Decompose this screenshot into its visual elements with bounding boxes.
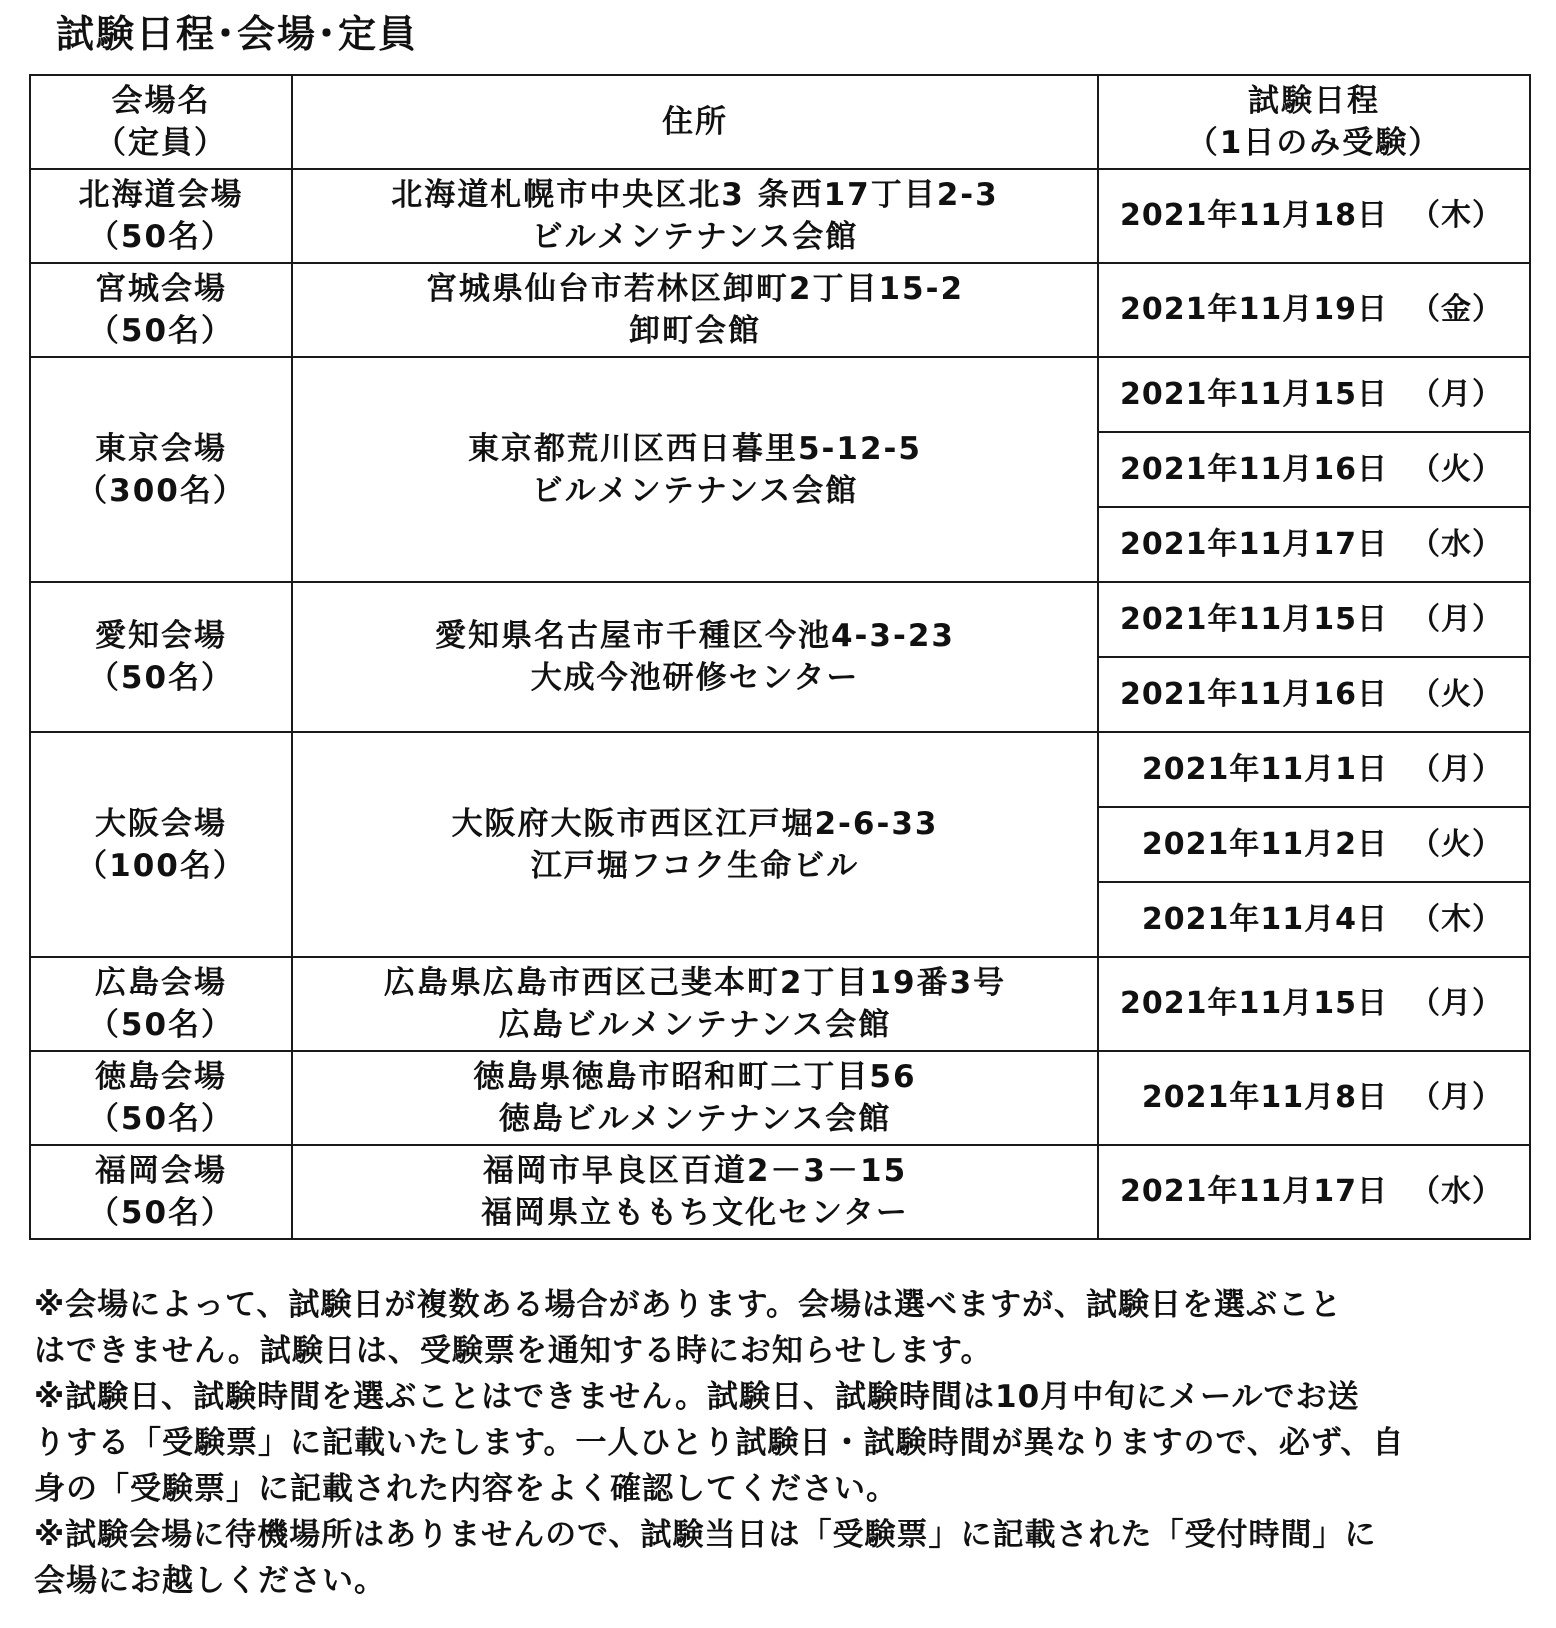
venue-cell	[30, 732, 292, 957]
date-cell	[1098, 169, 1530, 263]
venue-cell	[30, 357, 292, 582]
table-header-row	[30, 75, 1530, 169]
address-line: 東京都荒川区西日暮里5-12-5	[467, 430, 922, 467]
address-line: 徳島県徳島市昭和町二丁目56	[473, 1059, 917, 1095]
venue-capacity: （50名）	[87, 219, 235, 255]
note-item	[34, 1374, 1529, 1512]
header-capacity-label: （定員）	[95, 125, 227, 161]
note-line: りする「受験票」に記載いたします。一人ひとり試験日・試験時間が異なりますので、必ず、自	[34, 1425, 1405, 1461]
address-line: 愛知県名古屋市千種区今池4-3-23	[434, 618, 955, 654]
table-row	[30, 1051, 1530, 1145]
exam-date: 2021年11月17日	[1120, 1174, 1388, 1209]
venue-cell	[30, 1145, 292, 1239]
address-cell	[292, 582, 1098, 732]
venue-name: 福岡会場	[95, 1153, 227, 1189]
header-address: 住所	[292, 75, 1098, 169]
venue-capacity: （50名）	[87, 1195, 235, 1231]
note-line: ※試験会場に待機場所はありませんので、試験当日は「受験票」に記載された「受付時間」に	[34, 1517, 1377, 1553]
note-item	[34, 1282, 1529, 1374]
venue-name: 広島会場	[95, 965, 227, 1001]
exam-date: 2021年11月19日	[1120, 292, 1388, 327]
venue-capacity: （50名）	[87, 660, 235, 696]
venue-cell	[30, 582, 292, 732]
table-row	[30, 169, 1530, 263]
table-row	[30, 1145, 1530, 1239]
exam-weekday: （月）	[1410, 1080, 1503, 1115]
date-cell	[1098, 507, 1530, 582]
address-line: 徳島ビルメンテナンス会館	[498, 1101, 892, 1137]
exam-date: 2021年11月15日	[1120, 601, 1388, 637]
exam-weekday: （木）	[1410, 901, 1503, 937]
address-cell	[292, 732, 1098, 957]
address-line: 福岡市早良区百道2－3－15	[482, 1153, 908, 1189]
address-cell	[292, 263, 1098, 357]
exam-date: 2021年11月15日	[1120, 986, 1388, 1021]
date-cell	[1098, 263, 1530, 357]
page-title: 試験日程･会場･定員	[56, 12, 419, 56]
date-cell	[1098, 1051, 1530, 1145]
schedule-table	[29, 74, 1531, 1240]
address-cell	[292, 1145, 1098, 1239]
venue-capacity: （100名）	[76, 847, 246, 884]
address-cell	[292, 169, 1098, 263]
note-line: 会場にお越しください。	[34, 1563, 386, 1599]
notes-section	[34, 1282, 1529, 1604]
exam-date: 2021年11月15日	[1120, 376, 1388, 412]
address-line: 宮城県仙台市若林区卸町2丁目15-2	[425, 271, 965, 307]
exam-weekday: （月）	[1410, 986, 1503, 1021]
address-cell	[292, 357, 1098, 582]
exam-weekday: （水）	[1410, 526, 1503, 562]
date-cell	[1098, 357, 1530, 432]
address-line: ビルメンテナンス会館	[531, 219, 859, 255]
venue-cell	[30, 1051, 292, 1145]
address-line: 大阪府大阪市西区江戸堀2-6-33	[451, 805, 939, 842]
venue-capacity: （50名）	[87, 1007, 235, 1043]
exam-weekday: （火）	[1410, 826, 1503, 862]
header-venue-label: 会場名	[111, 83, 211, 119]
note-line: ※会場によって、試験日が複数ある場合があります。会場は選べますが、試験日を選ぶこと	[34, 1287, 1343, 1323]
venue-name: 宮城会場	[95, 271, 227, 307]
address-line: 広島ビルメンテナンス会館	[498, 1007, 892, 1043]
venue-name: 愛知会場	[95, 618, 227, 654]
note-line: 身の「受験票」に記載された内容をよく確認してください。	[34, 1471, 898, 1507]
date-cell	[1098, 1145, 1530, 1239]
address-cell	[292, 957, 1098, 1051]
date-cell	[1098, 882, 1530, 957]
table-row	[30, 357, 1530, 432]
date-cell	[1098, 657, 1530, 732]
venue-capacity: （50名）	[87, 1101, 235, 1137]
date-cell	[1098, 807, 1530, 882]
table-row	[30, 263, 1530, 357]
address-line: 福岡県立ももち文化センター	[481, 1195, 909, 1231]
header-venue	[30, 75, 292, 169]
address-line: 北海道札幌市中央区北3 条西17丁目2-3	[391, 177, 999, 213]
exam-date: 2021年11月4日	[1141, 901, 1388, 937]
venue-name: 大阪会場	[95, 805, 227, 842]
note-line: ※試験日、試験時間を選ぶことはできません。試験日、試験時間は10月中旬にメールでお送	[34, 1379, 1360, 1415]
date-cell	[1098, 732, 1530, 807]
exam-weekday: （月）	[1410, 601, 1503, 637]
header-date	[1098, 75, 1530, 169]
exam-date: 2021年11月16日	[1120, 451, 1388, 487]
table-row	[30, 957, 1530, 1051]
venue-name: 徳島会場	[95, 1059, 227, 1095]
address-line: 江戸堀フコク生命ビル	[530, 847, 860, 884]
venue-cell	[30, 169, 292, 263]
header-date-note: （1日のみ受験）	[1186, 125, 1442, 161]
exam-date: 2021年11月2日	[1141, 826, 1388, 862]
venue-capacity: （50名）	[87, 313, 235, 349]
address-line: 広島県広島市西区己斐本町2丁目19番3号	[383, 965, 1007, 1001]
table-row	[30, 582, 1530, 657]
exam-weekday: （月）	[1410, 376, 1503, 412]
table-row	[30, 732, 1530, 807]
exam-weekday: （火）	[1410, 451, 1503, 487]
exam-weekday: （水）	[1410, 1174, 1503, 1209]
venue-cell	[30, 957, 292, 1051]
note-line: はできません。試験日は、受験票を通知する時にお知らせします。	[34, 1333, 993, 1369]
exam-weekday: （金）	[1410, 292, 1503, 327]
date-cell	[1098, 432, 1530, 507]
schedule-body	[30, 169, 1530, 1239]
venue-capacity: （300名）	[76, 472, 246, 509]
date-cell	[1098, 957, 1530, 1051]
address-line: 卸町会館	[629, 313, 761, 349]
header-date-label: 試験日程	[1248, 83, 1380, 119]
address-line: 大成今池研修センター	[530, 660, 860, 696]
date-cell	[1098, 582, 1530, 657]
venue-name: 北海道会場	[78, 177, 244, 213]
exam-weekday: （木）	[1410, 198, 1503, 233]
exam-date: 2021年11月18日	[1120, 198, 1388, 233]
venue-name: 東京会場	[95, 430, 227, 467]
exam-date: 2021年11月16日	[1120, 676, 1388, 712]
venue-cell	[30, 263, 292, 357]
note-item	[34, 1512, 1529, 1604]
address-cell	[292, 1051, 1098, 1145]
exam-date: 2021年11月17日	[1120, 526, 1388, 562]
exam-date: 2021年11月1日	[1141, 751, 1388, 787]
exam-weekday: （月）	[1410, 751, 1503, 787]
address-line: ビルメンテナンス会館	[531, 472, 859, 509]
exam-weekday: （火）	[1410, 676, 1503, 712]
exam-date: 2021年11月8日	[1141, 1080, 1388, 1115]
